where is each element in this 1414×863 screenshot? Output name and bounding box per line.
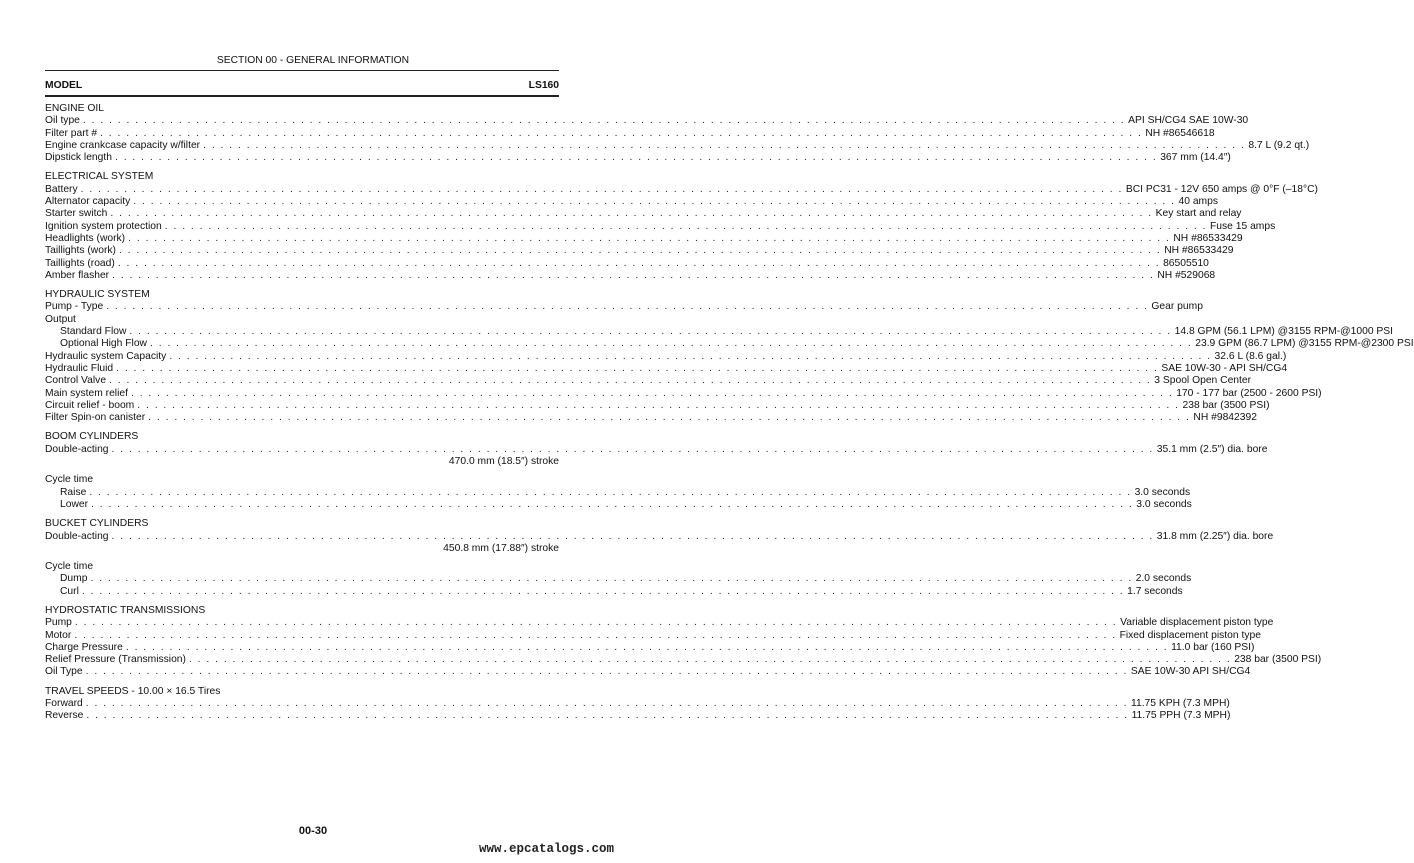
- spec-label: Relief Pressure (Transmission): [45, 654, 186, 666]
- spec-row: [45, 115, 1249, 127]
- spec-row: [45, 641, 1255, 654]
- spec-value: 14.8 GPM (56.1 LPM) @3155 RPM-@1000 PSI: [1174, 326, 1393, 338]
- model-divider: [45, 95, 559, 97]
- spec-label: Circuit relief - boom: [45, 399, 135, 411]
- dot-leader: . . . . . . . . . . . . . . . . . . . . . . . . . . . . . . . . . . . . . . . . . . . . . . . . . . . . . . . . . . . . . . . . . . . . . . . . . . . . . . . . . . . . . . . . . . . . . . . . . . . . . . . . . . . . . . . . . . . . . . . .: [74, 617, 1118, 629]
- spec-label: Engine crankcase capacity w/filter: [45, 139, 201, 151]
- spec-label: Reverse: [45, 710, 84, 722]
- spec-value: NH #86546618: [1145, 127, 1215, 139]
- spec-label: Output: [45, 313, 76, 325]
- dot-leader: . . . . . . . . . . . . . . . . . . . . . . . . . . . . . . . . . . . . . . . . . . . . . . . . . . . . . . . . . . . . . . . . . . . . . . . . . . . . . . . . . . . . . . . . . . . . . . . . . . . . . . . . . . . . . . . . . . . . . . . .: [90, 573, 1133, 585]
- spec-row: [45, 412, 1257, 424]
- spec-value: 8.7 L (9.2 qt.): [1248, 139, 1310, 151]
- spec-row: [45, 443, 1268, 456]
- spec-label: Oil Type: [45, 666, 83, 678]
- spec-label: Raise: [60, 486, 87, 498]
- dot-leader: . . . . . . . . . . . . . . . . . . . . . . . . . . . . . . . . . . . . . . . . . . . . . . . . . . . . . . . . . . . . . . . . . . . . . . . . . . . . . . . . . . . . . . . . . . . . . . . . . . . . . . . . . . . . . . . . . . . . . . . .: [137, 399, 1180, 411]
- dot-leader: . . . . . . . . . . . . . . . . . . . . . . . . . . . . . . . . . . . . . . . . . . . . . . . . . . . . . . . . . . . . . . . . . . . . . . . . . . . . . . . . . . . . . . . . . . . . . . . . . . . . . . . . . . . . . . . . . . . . . . . .: [117, 257, 1161, 269]
- spec-row: [45, 486, 1191, 499]
- spec-value: 3.0 seconds: [1136, 498, 1192, 510]
- spec-label: Cycle time: [45, 561, 94, 573]
- spec-row: [45, 314, 559, 326]
- spec-label: Ignition system protection: [45, 220, 162, 232]
- spec-label: Dipstick length: [45, 152, 112, 164]
- spec-label: Forward: [45, 698, 83, 710]
- spec-value: SAE 10W-30 - API SH/CG4: [1161, 362, 1288, 374]
- spec-value: 40 amps: [1178, 196, 1219, 208]
- spec-label: Double-acting: [45, 530, 109, 542]
- dot-leader: . . . . . . . . . . . . . . . . . . . . . . . . . . . . . . . . . . . . . . . . . . . . . . . . . . . . . . . . . . . . . . . . . . . . . . . . . . . . . . . . . . . . . . . . . . . . . . . . . . . . . . . . . . . . . . . . . . . . . . . .: [89, 486, 1132, 498]
- spec-value: 35.1 mm (2.5″) dia. bore: [1156, 443, 1268, 455]
- spec-row: [45, 498, 1192, 511]
- group-title: BOOM CYLINDERS: [45, 431, 139, 443]
- spec-row: [45, 387, 1322, 400]
- group-title: ELECTRICAL SYSTEM: [45, 171, 154, 183]
- group-title: TRAVEL SPEEDS - 10.00 × 16.5 Tires: [45, 685, 221, 697]
- spec-row: [45, 698, 1230, 710]
- spec-row: [45, 196, 1219, 208]
- dot-leader: . . . . . . . . . . . . . . . . . . . . . . . . . . . . . . . . . . . . . . . . . . . . . . . . . . . . . . . . . . . . . . . . . . . . . . . . . . . . . . . . . . . . . . . . . . . . . . . . . . . . . . . . . . . . . . . . . . . . . . . .: [148, 412, 1191, 424]
- dot-leader: . . . . . . . . . . . . . . . . . . . . . . . . . . . . . . . . . . . . . . . . . . . . . . . . . . . . . . . . . . . . . . . . . . . . . . . . . . . . . . . . . . . . . . . . . . . . . . . . . . . . . . . . . . . . . . . . . . . . . . . .: [80, 183, 1123, 195]
- dot-leader: . . . . . . . . . . . . . . . . . . . . . . . . . . . . . . . . . . . . . . . . . . . . . . . . . . . . . . . . . . . . . . . . . . . . . . . . . . . . . . . . . . . . . . . . . . . . . . . . . . . . . . . . . . . . . . . . . . . . . . . .: [111, 530, 1154, 542]
- spec-row: [45, 399, 1270, 412]
- dot-leader: . . . . . . . . . . . . . . . . . . . . . . . . . . . . . . . . . . . . . . . . . . . . . . . . . . . . . . . . . . . . . . . . . . . . . . . . . . . . . . . . . . . . . . . . . . . . . . . . . . . . . . . . . . . . . . . . . . . . . . . .: [111, 443, 1154, 455]
- spec-value: 170 - 177 bar (2500 - 2600 PSI): [1176, 387, 1322, 399]
- group-title: BUCKET CYLINDERS: [45, 518, 149, 530]
- spec-label: Starter switch: [45, 208, 108, 220]
- spec-label: Filter Spin-on canister: [45, 412, 146, 424]
- dot-leader: . . . . . . . . . . . . . . . . . . . . . . . . . . . . . . . . . . . . . . . . . . . . . . . . . . . . . . . . . . . . . . . . . . . . . . . . . . . . . . . . . . . . . . . . . . . . . . . . . . . . . . . . . . . . . . . . . . . . . . . .: [110, 208, 1153, 220]
- spec-label: Lower: [60, 498, 89, 510]
- spec-value: 31.8 mm (2.25″) dia. bore: [1156, 530, 1274, 542]
- spec-label: Cycle time: [45, 474, 94, 486]
- dot-leader: . . . . . . . . . . . . . . . . . . . . . . . . . . . . . . . . . . . . . . . . . . . . . . . . . . . . . . . . . . . . . . . . . . . . . . . . . . . . . . . . . . . . . . . . . . . . . . . . . . . . . . . . . . . . . . . . . . . . . . . .: [81, 585, 1125, 597]
- dot-leader: . . . . . . . . . . . . . . . . . . . . . . . . . . . . . . . . . . . . . . . . . . . . . . . . . . . . . . . . . . . . . . . . . . . . . . . . . . . . . . . . . . . . . . . . . . . . . . . . . . . . . . . . . . . . . . . . . . . . . . . .: [106, 301, 1149, 313]
- dot-leader: . . . . . . . . . . . . . . . . . . . . . . . . . . . . . . . . . . . . . . . . . . . . . . . . . . . . . . . . . . . . . . . . . . . . . . . . . . . . . . . . . . . . . . . . . . . . . . . . . . . . . . . . . . . . . . . . . . . . . . . .: [116, 362, 1159, 374]
- spec-group: [45, 431, 1268, 511]
- spec-label: Alternator capacity: [45, 196, 131, 208]
- spec-row: [45, 269, 1216, 282]
- spec-label: Standard Flow: [60, 326, 127, 338]
- spec-label: Pump: [45, 617, 72, 629]
- dot-leader: . . . . . . . . . . . . . . . . . . . . . . . . . . . . . . . . . . . . . . . . . . . . . . . . . . . . . . . . . . . . . . . . . . . . . . . . . . . . . . . . . . . . . . . . . . . . . . . . . . . . . . . . . . . . . . . . . . . . . . . .: [169, 350, 1212, 362]
- spec-label: Filter part #: [45, 127, 98, 139]
- spec-group: [45, 289, 1414, 424]
- spec-value: 450.8 mm (17.88″) stroke: [443, 542, 559, 554]
- spec-value: Fuse 15 amps: [1210, 220, 1276, 232]
- spec-row: [45, 350, 1287, 363]
- dot-leader: . . . . . . . . . . . . . . . . . . . . . . . . . . . . . . . . . . . . . . . . . . . . . . . . . . . . . . . . . . . . . . . . . . . . . . . . . . . . . . . . . . . . . . . . . . . . . . . . . . . . . . . . . . . . . . . . . . . . . . . .: [150, 338, 1193, 350]
- dot-leader: . . . . . . . . . . . . . . . . . . . . . . . . . . . . . . . . . . . . . . . . . . . . . . . . . . . . . . . . . . . . . . . . . . . . . . . . . . . . . . . . . . . . . . . . . . . . . . . . . . . . . . . . . . . . . . . . . . . . . . . .: [164, 220, 1207, 232]
- spec-label: Motor: [45, 629, 72, 641]
- spec-row: [45, 710, 1231, 722]
- spec-row: [45, 375, 1252, 387]
- spec-row: [45, 127, 1215, 140]
- watermark: www.epcatalogs.com: [478, 842, 614, 856]
- spec-row: [45, 573, 1192, 585]
- spec-label: Pump - Type: [45, 301, 104, 313]
- dot-leader: . . . . . . . . . . . . . . . . . . . . . . . . . . . . . . . . . . . . . . . . . . . . . . . . . . . . . . . . . . . . . . . . . . . . . . . . . . . . . . . . . . . . . . . . . . . . . . . . . . . . . . . . . . . . . . . . . . . . . . . .: [82, 115, 1126, 127]
- spec-label: Control Valve: [45, 375, 107, 387]
- dot-leader: . . . . . . . . . . . . . . . . . . . . . . . . . . . . . . . . . . . . . . . . . . . . . . . . . . . . . . . . . . . . . . . . . . . . . . . . . . . . . . . . . . . . . . . . . . . . . . . . . . . . . . . . . . . . . . . . . . . . . . . .: [125, 641, 1169, 653]
- dot-leader: . . . . . . . . . . . . . . . . . . . . . . . . . . . . . . . . . . . . . . . . . . . . . . . . . . . . . . . . . . . . . . . . . . . . . . . . . . . . . . . . . . . . . . . . . . . . . . . . . . . . . . . . . . . . . . . . . . . . . . . .: [129, 326, 1172, 338]
- group-title: ENGINE OIL: [45, 103, 104, 114]
- header-divider: [45, 70, 559, 71]
- spec-value: 23.9 GPM (86.7 LPM) @3155 RPM-@2300 PSI: [1195, 338, 1414, 350]
- spec-value: 367 mm (14.4″): [1160, 152, 1231, 164]
- group-title: HYDROSTATIC TRANSMISSIONS: [45, 604, 206, 616]
- spec-label: Headlights (work): [45, 232, 126, 244]
- model-value: LS160: [528, 80, 559, 91]
- group-title: HYDRAULIC SYSTEM: [45, 289, 150, 301]
- spec-value: Key start and relay: [1155, 208, 1242, 220]
- model-row: [45, 80, 559, 91]
- spec-value: NH #9842392: [1193, 412, 1257, 424]
- spec-value: BCI PC31 - 12V 650 amps @ 0°F (–18°C): [1125, 183, 1318, 195]
- spec-label: Taillights (work): [45, 245, 116, 257]
- spec-label: Amber flasher: [45, 269, 110, 281]
- spec-row: [45, 456, 559, 468]
- spec-label: Dump: [60, 573, 88, 585]
- dot-leader: . . . . . . . . . . . . . . . . . . . . . . . . . . . . . . . . . . . . . . . . . . . . . . . . . . . . . . . . . . . . . . . . . . . . . . . . . . . . . . . . . . . . . . . . . . . . . . . . . . . . . . . . . . . . . . . . . . . . . . . .: [74, 629, 1117, 641]
- spec-row: [45, 257, 1209, 270]
- dot-leader: . . . . . . . . . . . . . . . . . . . . . . . . . . . . . . . . . . . . . . . . . . . . . . . . . . . . . . . . . . . . . . . . . . . . . . . . . . . . . . . . . . . . . . . . . . . . . . . . . . . . . . . . . . . . . . . . . . . . . . . .: [203, 139, 1246, 151]
- spec-row: [45, 629, 1261, 642]
- spec-value: 11.0 bar (160 PSI): [1171, 641, 1255, 653]
- dot-leader: . . . . . . . . . . . . . . . . . . . . . . . . . . . . . . . . . . . . . . . . . . . . . . . . . . . . . . . . . . . . . . . . . . . . . . . . . . . . . . . . . . . . . . . . . . . . . . . . . . . . . . . . . . . . . . . . . . . . . . . .: [133, 196, 1176, 208]
- spec-value: Variable displacement piston type: [1120, 617, 1274, 629]
- spec-label: Hydraulic system Capacity: [45, 350, 167, 362]
- spec-label: Charge Pressure: [45, 641, 123, 653]
- spec-group: [45, 604, 1322, 679]
- spec-row: [45, 220, 1276, 233]
- spec-row: [45, 474, 559, 486]
- spec-row: [45, 208, 1242, 220]
- spec-group: [45, 103, 1310, 164]
- spec-value: 1.7 seconds: [1127, 585, 1183, 597]
- spec-value: NH #86533429: [1173, 232, 1243, 244]
- dot-leader: . . . . . . . . . . . . . . . . . . . . . . . . . . . . . . . . . . . . . . . . . . . . . . . . . . . . . . . . . . . . . . . . . . . . . . . . . . . . . . . . . . . . . . . . . . . . . . . . . . . . . . . . . . . . . . . . . . . . . . . .: [109, 375, 1152, 387]
- spec-group: [45, 171, 1318, 282]
- spec-row: [45, 232, 1243, 245]
- spec-row: [45, 561, 559, 573]
- dot-leader: . . . . . . . . . . . . . . . . . . . . . . . . . . . . . . . . . . . . . . . . . . . . . . . . . . . . . . . . . . . . . . . . . . . . . . . . . . . . . . . . . . . . . . . . . . . . . . . . . . . . . . . . . . . . . . . . . . . . . . . .: [188, 654, 1232, 666]
- spec-row: [45, 183, 1318, 196]
- spec-label: Optional High Flow: [60, 338, 147, 350]
- page-number: 00-30: [298, 825, 328, 837]
- spec-value: 11.75 KPH (7.3 MPH): [1131, 698, 1230, 710]
- spec-row: [45, 654, 1322, 666]
- dot-leader: . . . . . . . . . . . . . . . . . . . . . . . . . . . . . . . . . . . . . . . . . . . . . . . . . . . . . . . . . . . . . . . . . . . . . . . . . . . . . . . . . . . . . . . . . . . . . . . . . . . . . . . . . . . . . . . . . . . . . . . .: [112, 269, 1155, 281]
- spec-row: [45, 152, 1231, 164]
- spec-value: NH #86533429: [1164, 245, 1234, 257]
- spec-row: [45, 543, 559, 555]
- spec-value: 86505510: [1163, 257, 1209, 269]
- spec-row: [45, 301, 1203, 313]
- spec-label: Taillights (road): [45, 257, 115, 269]
- dot-leader: . . . . . . . . . . . . . . . . . . . . . . . . . . . . . . . . . . . . . . . . . . . . . . . . . . . . . . . . . . . . . . . . . . . . . . . . . . . . . . . . . . . . . . . . . . . . . . . . . . . . . . . . . . . . . . . . . . . . . . . .: [114, 152, 1158, 164]
- spec-label: Double-acting: [45, 443, 109, 455]
- spec-row: [45, 245, 1234, 257]
- spec-value: API SH/CG4 SAE 10W-30: [1128, 115, 1249, 127]
- dot-leader: . . . . . . . . . . . . . . . . . . . . . . . . . . . . . . . . . . . . . . . . . . . . . . . . . . . . . . . . . . . . . . . . . . . . . . . . . . . . . . . . . . . . . . . . . . . . . . . . . . . . . . . . . . . . . . . . . . . . . . . .: [118, 245, 1162, 257]
- spec-group: [45, 518, 1274, 598]
- specifications-list: [45, 103, 1414, 730]
- spec-value: 11.75 PPH (7.3 MPH): [1131, 710, 1231, 722]
- spec-group: [45, 685, 1231, 723]
- dot-leader: . . . . . . . . . . . . . . . . . . . . . . . . . . . . . . . . . . . . . . . . . . . . . . . . . . . . . . . . . . . . . . . . . . . . . . . . . . . . . . . . . . . . . . . . . . . . . . . . . . . . . . . . . . . . . . . . . . . . . . . .: [91, 498, 1134, 510]
- spec-value: 32.6 L (8.6 gal.): [1214, 350, 1287, 362]
- spec-row: [45, 585, 1183, 598]
- spec-row: [45, 362, 1288, 375]
- model-label: MODEL: [45, 80, 83, 91]
- spec-value: Gear pump: [1151, 301, 1203, 313]
- spec-value: 238 bar (3500 PSI): [1182, 399, 1270, 411]
- spec-row: [45, 326, 1393, 338]
- spec-value: 3.0 seconds: [1134, 486, 1191, 498]
- dot-leader: . . . . . . . . . . . . . . . . . . . . . . . . . . . . . . . . . . . . . . . . . . . . . . . . . . . . . . . . . . . . . . . . . . . . . . . . . . . . . . . . . . . . . . . . . . . . . . . . . . . . . . . . . . . . . . . . . . . . . . . .: [128, 232, 1171, 244]
- spec-value: 2.0 seconds: [1135, 573, 1192, 585]
- spec-label: Oil type: [45, 115, 80, 127]
- spec-label: Main system relief: [45, 387, 128, 399]
- spec-row: [45, 666, 1251, 678]
- dot-leader: . . . . . . . . . . . . . . . . . . . . . . . . . . . . . . . . . . . . . . . . . . . . . . . . . . . . . . . . . . . . . . . . . . . . . . . . . . . . . . . . . . . . . . . . . . . . . . . . . . . . . . . . . . . . . . . . . . . . . . . .: [85, 698, 1128, 710]
- dot-leader: . . . . . . . . . . . . . . . . . . . . . . . . . . . . . . . . . . . . . . . . . . . . . . . . . . . . . . . . . . . . . . . . . . . . . . . . . . . . . . . . . . . . . . . . . . . . . . . . . . . . . . . . . . . . . . . . . . . . . . . .: [86, 710, 1129, 722]
- spec-row: [45, 530, 1274, 543]
- spec-value: 3 Spool Open Center: [1154, 375, 1252, 387]
- dot-leader: . . . . . . . . . . . . . . . . . . . . . . . . . . . . . . . . . . . . . . . . . . . . . . . . . . . . . . . . . . . . . . . . . . . . . . . . . . . . . . . . . . . . . . . . . . . . . . . . . . . . . . . . . . . . . . . . . . . . . . . .: [100, 127, 1143, 139]
- spec-label: Curl: [60, 585, 79, 597]
- dot-leader: . . . . . . . . . . . . . . . . . . . . . . . . . . . . . . . . . . . . . . . . . . . . . . . . . . . . . . . . . . . . . . . . . . . . . . . . . . . . . . . . . . . . . . . . . . . . . . . . . . . . . . . . . . . . . . . . . . . . . . . .: [130, 387, 1174, 399]
- spec-row: [45, 139, 1310, 152]
- spec-value: NH #529068: [1157, 269, 1216, 281]
- spec-value: 238 bar (3500 PSI): [1234, 654, 1322, 666]
- spec-value: Fixed displacement piston type: [1119, 629, 1261, 641]
- spec-row: [45, 617, 1274, 629]
- spec-label: Hydraulic Fluid: [45, 362, 114, 374]
- spec-value: SAE 10W-30 API SH/CG4: [1130, 666, 1251, 678]
- spec-row: [45, 338, 1414, 350]
- spec-value: 470.0 mm (18.5″) stroke: [448, 456, 559, 468]
- spec-label: Battery: [45, 183, 78, 195]
- section-title: SECTION 00 - GENERAL INFORMATION: [216, 55, 410, 66]
- dot-leader: . . . . . . . . . . . . . . . . . . . . . . . . . . . . . . . . . . . . . . . . . . . . . . . . . . . . . . . . . . . . . . . . . . . . . . . . . . . . . . . . . . . . . . . . . . . . . . . . . . . . . . . . . . . . . . . . . . . . . . . .: [85, 666, 1128, 678]
